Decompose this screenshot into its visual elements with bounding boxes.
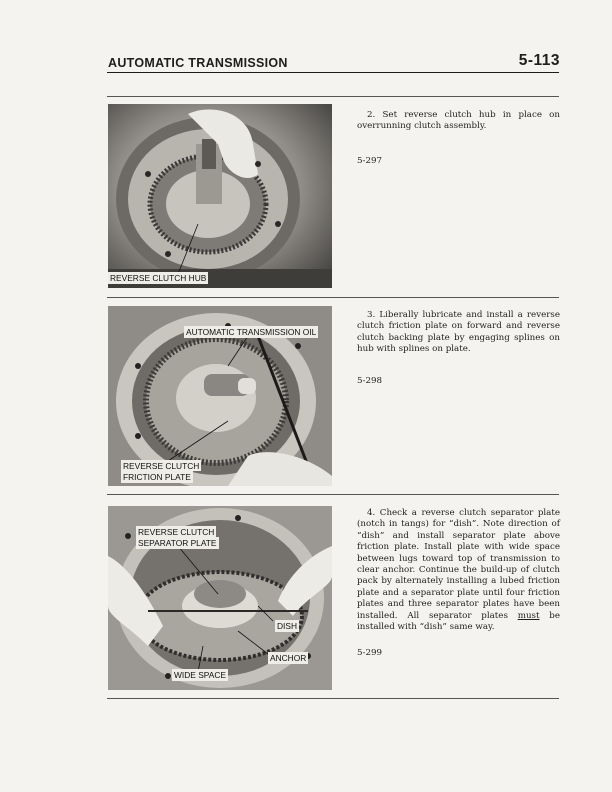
section-divider-1 <box>107 96 559 97</box>
step-4-text-before: 4. Check a reverse clutch separator plate (notch in tangs) for “dish”. Note direction of “dish” and install separator plate above friction plate. Install plate with wide space between lugs toward top of transmission to clear anchor. Continue the build-up of clutch pack by alternately installing a lubed friction plate and a separator plate until four friction plates and three separator plates have been installed. All separator plates <box>357 508 560 621</box>
label-reverse-clutch-hub: REVERSE CLUTCH HUB <box>110 273 207 283</box>
label-separator-plate: SEPARATOR PLATE <box>138 538 217 548</box>
page-number: 5-113 <box>518 52 560 69</box>
photo-illustration-1 <box>108 104 332 288</box>
photo-reverse-clutch-hub <box>108 104 332 288</box>
photo-friction-plate <box>108 306 332 486</box>
step-4-emphasis: must <box>517 610 540 621</box>
bottom-rule <box>107 698 559 699</box>
label-anchor: ANCHOR <box>270 653 307 663</box>
section-divider-3 <box>107 494 559 495</box>
label-friction-plate: FRICTION PLATE <box>123 472 191 482</box>
header-rule <box>107 72 559 73</box>
label-reverse-clutch-separator: REVERSE CLUTCH <box>138 527 215 537</box>
section-title: AUTOMATIC TRANSMISSION <box>108 56 288 70</box>
step-3-text: 3. Liberally lubricate and install a reverse clutch friction plate on forward and reverse clutch backing plate by engaging splines on hub with splines on plate. <box>357 310 560 355</box>
step-4-text-after: be installed with “dish” same way. <box>357 610 560 633</box>
label-reverse-clutch: REVERSE CLUTCH <box>123 461 200 471</box>
label-wide-space: WIDE SPACE <box>174 670 226 680</box>
section-divider-2 <box>107 297 559 298</box>
label-automatic-transmission-oil: AUTOMATIC TRANSMISSION OIL <box>186 327 317 337</box>
figure-number-5-298: 5-298 <box>357 376 383 386</box>
label-dish: DISH <box>277 621 298 631</box>
photo-separator-plate <box>108 506 332 690</box>
step-2-text: 2. Set reverse clutch hub in place on overrunning clutch assembly. <box>357 110 560 132</box>
step-4-text <box>357 508 560 633</box>
figure-number-5-299: 5-299 <box>357 648 383 658</box>
figure-number-5-297: 5-297 <box>357 156 383 166</box>
